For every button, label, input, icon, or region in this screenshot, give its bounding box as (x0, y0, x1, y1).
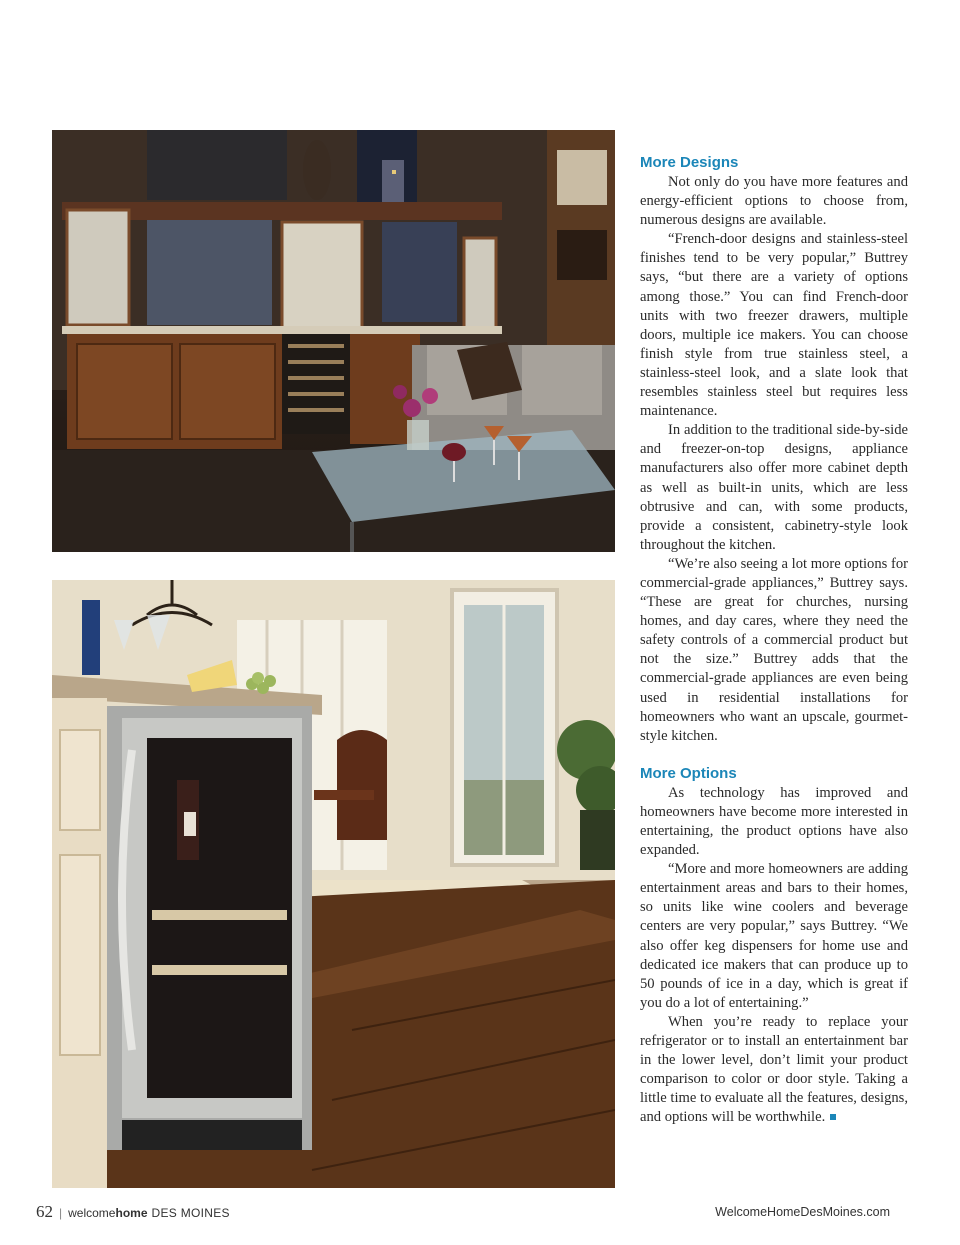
paragraph: “We’re also seeing a lot more options for commercial-grade appliances,” Buttrey says. “These are great for churches, nursing homes, and day cares, where they need the safety controls of a commercial product but not the size.” Buttrey adds that the commercial-grade appliances are even being used in residential installations for homeowners who want an upscale, gourmet-style kitchen. (640, 555, 908, 744)
magazine-brand-bold: home (115, 1206, 148, 1220)
magazine-brand-city: DES MOINES (151, 1206, 230, 1220)
living-room-illustration (52, 130, 615, 552)
paragraph: “French-door designs and stainless-steel finishes tend to be very popular,” Buttrey says, “but there are a variety of options among those.” You can find French-door units with two freezer drawers, multiple doors, multiple ice makers. You can choose finish style from true stainless steel, a stainless-steel look, and a slate look that resembles stainless steel but requires less maintenance. (640, 231, 908, 420)
page-number: 62 (36, 1202, 53, 1221)
kitchen-photo (52, 580, 615, 1188)
footer-folio (36, 1202, 230, 1222)
paragraph: “More and more homeowners are adding entertainment areas and bars to their homes, so units like wine coolers and beverage centers are very popular,” says Buttrey. “We also offer keg dispensers for home use and dedicated ice makers that can produce up to 50 pounds of ice in a day, which is great if you do a lot of entertaining.” (640, 861, 908, 1011)
paragraph: In addition to the traditional side-by-side and freezer-on-top designs, appliance manufacturers also offer more cabinet depth as well as built-in units, which are less obtrusive and can, with some products, provide a consistent, cabinetry-style look throughout the kitchen. (640, 422, 908, 553)
section-heading: More Designs (640, 154, 739, 171)
section-spacer (640, 746, 908, 764)
magazine-brand-light: welcome (68, 1206, 116, 1220)
paragraph: As technology has improved and homeowners have become more interested in entertaining, the product options have also expanded. (640, 784, 908, 859)
kitchen-illustration (52, 580, 615, 1188)
paragraph: Not only do you have more features and energy-efficient options to choose from, numerous designs are available. (640, 174, 908, 229)
paragraph-text: When you’re ready to replace your refrigerator or to install an entertainment bar in the lower level, don’t limit your product comparison to color or door style. Taking a little time to evaluate all the features, designs, and options will be worthwhile. (640, 1013, 908, 1126)
end-of-article-square-icon (830, 1114, 836, 1120)
footer-website: WelcomeHomeDesMoines.com (715, 1205, 890, 1219)
folio-separator: | (59, 1206, 63, 1220)
final-paragraph (640, 1013, 908, 1128)
section-heading: More Options (640, 764, 737, 782)
living-room-photo (52, 130, 615, 552)
article-column (640, 153, 908, 1128)
